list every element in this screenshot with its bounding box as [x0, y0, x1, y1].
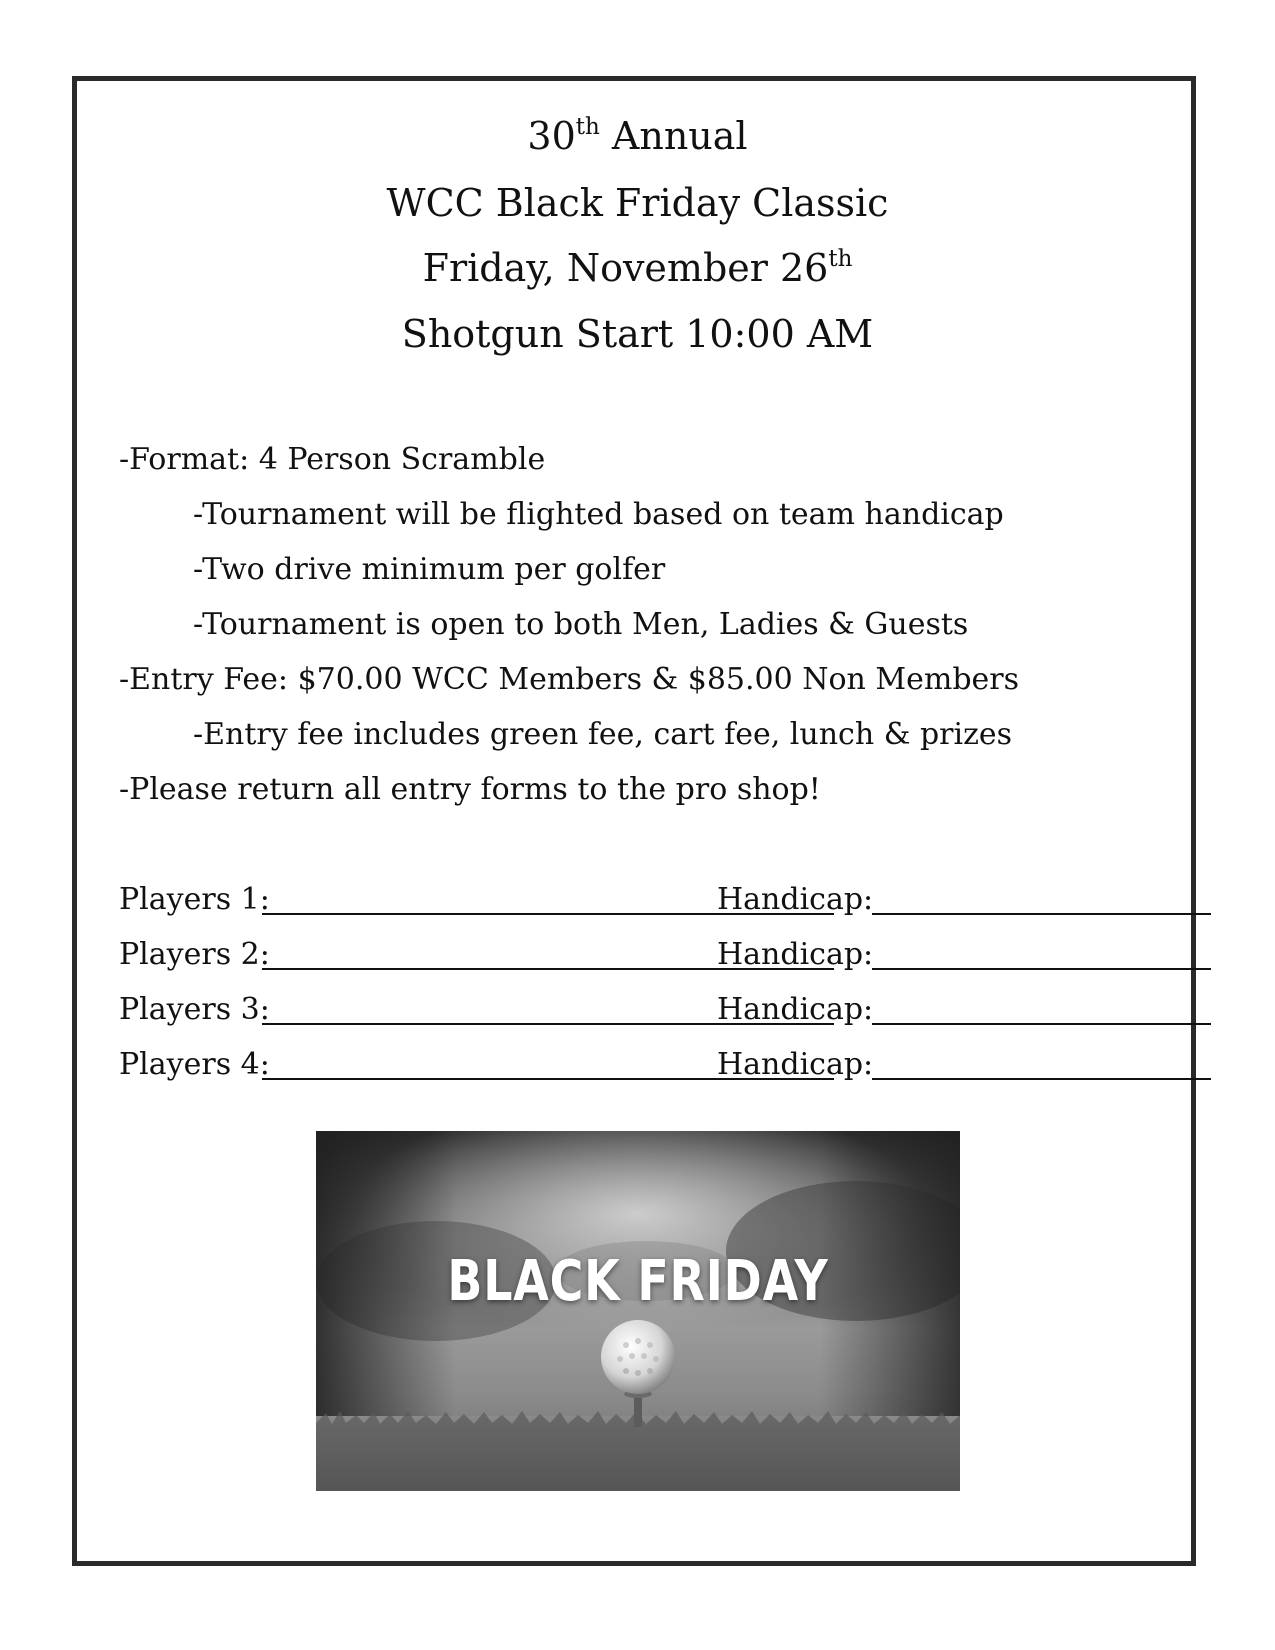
handicap-label: Handicap:: [717, 882, 874, 917]
player-label: Players 2:: [119, 937, 270, 972]
handicap-field[interactable]: [872, 1023, 1211, 1025]
player-row-2: [119, 935, 1099, 975]
detail-format: -Format: 4 Person Scramble: [119, 442, 546, 477]
banner-title: BLACK FRIDAY: [447, 1249, 829, 1314]
player-row-3: [119, 990, 1099, 1030]
detail-entry-fee: -Entry Fee: $70.00 WCC Members & $85.00 Non Members: [119, 662, 1020, 697]
handicap-label: Handicap:: [717, 1047, 874, 1082]
detail-open-to: -Tournament is open to both Men, Ladies & Guests: [193, 607, 969, 642]
player-label: Players 3:: [119, 992, 270, 1027]
handicap-label: Handicap:: [717, 937, 874, 972]
player-row-4: [119, 1045, 1099, 1085]
detail-fee-includes: -Entry fee includes green fee, cart fee, lunch & prizes: [193, 717, 1013, 752]
detail-flighted: -Tournament will be flighted based on team handicap: [193, 497, 1004, 532]
title-edition: 30th Annual: [527, 114, 748, 158]
title-start-time: Shotgun Start 10:00 AM: [401, 312, 874, 356]
detail-drive-minimum: -Two drive minimum per golfer: [193, 552, 666, 587]
detail-return-forms: -Please return all entry forms to the pro shop!: [119, 772, 821, 807]
title-event-name: WCC Black Friday Classic: [386, 181, 889, 225]
black-friday-banner-image: [316, 1131, 960, 1491]
player-label: Players 1:: [119, 882, 270, 917]
player-label: Players 4:: [119, 1047, 270, 1082]
handicap-field[interactable]: [872, 913, 1211, 915]
handicap-field[interactable]: [872, 968, 1211, 970]
handicap-field[interactable]: [872, 1078, 1211, 1080]
handicap-label: Handicap:: [717, 992, 874, 1027]
title-date: Friday, November 26th: [422, 246, 853, 290]
player-row-1: [119, 880, 1099, 920]
